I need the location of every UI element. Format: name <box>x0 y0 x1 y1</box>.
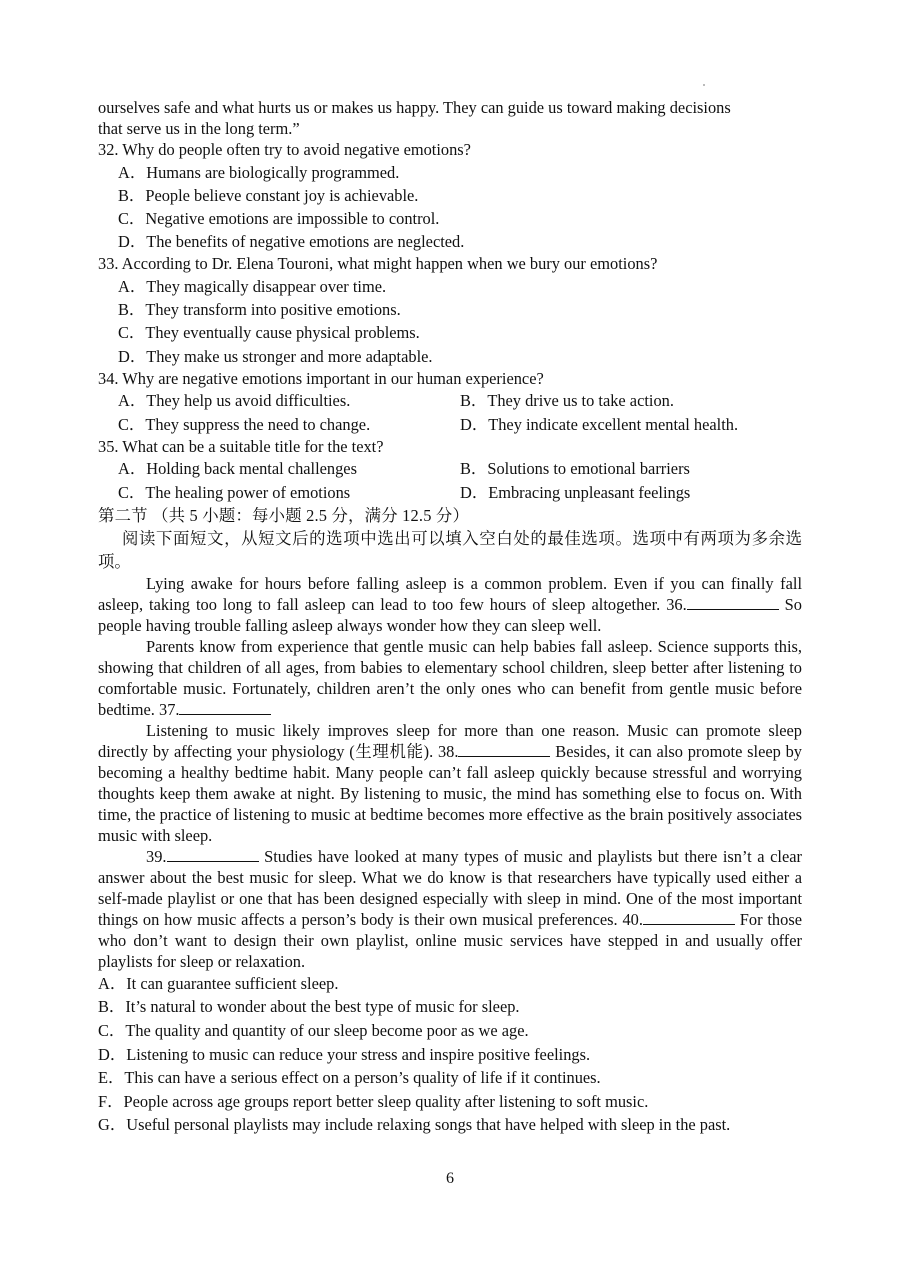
choice-f: F．People across age groups report better sleep quality after listening to soft music. <box>98 1091 649 1111</box>
passage-text: Studies have looked at many types of music and playlists but there isn’t a clear answer about the best music for sleep. What we do know is that researchers have typically used either a self-made playlist or one that has been designed especially with sleep in mind. One of the most important things on how music affects a person’s body is their own musical preferences. 40. <box>98 846 802 929</box>
option-row <box>98 413 802 436</box>
option-a: A．They magically disappear over time. <box>118 277 387 296</box>
blank-40[interactable] <box>643 910 735 925</box>
option-b: B．Solutions to emotional barriers <box>460 459 690 479</box>
option-b: B．People believe constant joy is achievable. <box>118 185 419 205</box>
passage-paragraph-3 <box>98 720 802 846</box>
passage-paragraph-1 <box>98 573 802 636</box>
blank-37[interactable] <box>179 700 271 715</box>
section-heading: 第二节 （共 5 小题：每小题 2.5 分，满分 12.5 分） <box>98 505 470 525</box>
choice-d: D．Listening to music can reduce your stress and inspire positive feelings. <box>98 1044 591 1064</box>
passage-paragraph-4 <box>98 846 802 972</box>
intro-paragraph <box>98 97 802 139</box>
passage-paragraph-2 <box>98 636 802 720</box>
question-stem: 32. Why do people often try to avoid negative emotions? <box>98 140 471 159</box>
question-stem: 34. Why are negative emotions important in our human experience? <box>98 368 544 388</box>
reading-passage <box>98 573 802 972</box>
option-d: D．They make us stronger and more adaptable. <box>118 346 433 366</box>
question-35 <box>98 436 802 504</box>
passage-text: Lying awake for hours before falling asleep is a common problem. Even if you can finally fall asleep, taking too long to fall asleep can lead to too few hours of sleep altogether. 36. <box>98 573 802 614</box>
passage-text: Besides, it can also promote sleep by becoming a healthy bedtime habit. Many people can’t fall asleep quickly because stressful and worrying thoughts keep them awake at night. By listening to music, the mind has something else to focus on. With time, the practice of listening to music at bedtime becomes more effective as the brain positively associates music with sleep. <box>98 741 802 845</box>
intro-line: ourselves safe and what hurts us or makes us happy. They can guide us toward making decisions <box>98 98 731 117</box>
blank-36[interactable] <box>687 595 779 610</box>
passage-text: Listening to music likely improves sleep for more than one reason. Music can promote sleep directly by affecting your physiology (生理机能). 38. <box>98 720 802 761</box>
option-a: A．They help us avoid difficulties. <box>118 391 351 411</box>
option-row <box>98 481 802 504</box>
page-number: 6 <box>446 1170 454 1187</box>
intro-line: that serve us in the long term.” <box>98 119 300 138</box>
option-d: D．The benefits of negative emotions are neglected. <box>118 232 465 252</box>
choice-g: G．Useful personal playlists may include relaxing songs that have helped with sleep in the past. <box>98 1115 731 1135</box>
option-b: B．They drive us to take action. <box>460 391 674 411</box>
choice-a: A．It can guarantee sufficient sleep. <box>98 973 339 993</box>
passage-text: So people having trouble falling asleep always wonder how they can sleep well. <box>98 594 802 635</box>
option-c: C．Negative emotions are impossible to control. <box>118 209 440 228</box>
passage-text: For those who don’t want to design their own playlist, online music services have stepped in and usually offer playlists for sleep or relaxation. <box>98 909 802 971</box>
question-34 <box>98 368 802 436</box>
question-stem: 33. According to Dr. Elena Touroni, what might happen when we bury our emotions? <box>98 254 658 274</box>
question-stem: 35. What can be a suitable title for the text? <box>98 436 384 456</box>
choice-b: B．It’s natural to wonder about the best type of music for sleep. <box>98 997 520 1017</box>
question-32 <box>98 139 802 253</box>
choice-c: C．The quality and quantity of our sleep become poor as we age. <box>98 1021 529 1040</box>
section-instruction: 阅读下面短文，从短文后的选项中选出可以填入空白处的最佳选项。选项中有两项为多余选项。 <box>98 528 802 571</box>
option-c: C．They suppress the need to change. <box>118 414 371 434</box>
passage-text: Parents know from experience that gentle music can help babies fall asleep. Science supports this, showing that children of all ages, from babies to elementary school children, sleep better after listening to comfortable music. Fortunately, children aren’t the only ones who can benefit from gentle music before bedtime. 37. <box>98 636 802 719</box>
blank-39[interactable] <box>167 847 259 862</box>
option-d: D．They indicate excellent mental health. <box>460 414 739 434</box>
choice-e: E．This can have a serious effect on a person’s quality of life if it continues. <box>98 1068 601 1088</box>
option-row <box>98 457 802 480</box>
passage-text: 39. <box>146 846 167 866</box>
option-d: D．Embracing unpleasant feelings <box>460 482 691 502</box>
option-c: C．They eventually cause physical problems. <box>118 323 420 343</box>
option-a: A．Holding back mental challenges <box>118 459 357 479</box>
answer-choices <box>98 972 802 1137</box>
scan-speck <box>703 84 705 86</box>
blank-38[interactable] <box>458 742 550 757</box>
option-a: A．Humans are biologically programmed. <box>118 162 400 182</box>
option-row <box>98 389 802 412</box>
question-33 <box>98 253 802 367</box>
option-c: C．The healing power of emotions <box>118 482 351 502</box>
option-b: B．They transform into positive emotions. <box>118 300 401 320</box>
